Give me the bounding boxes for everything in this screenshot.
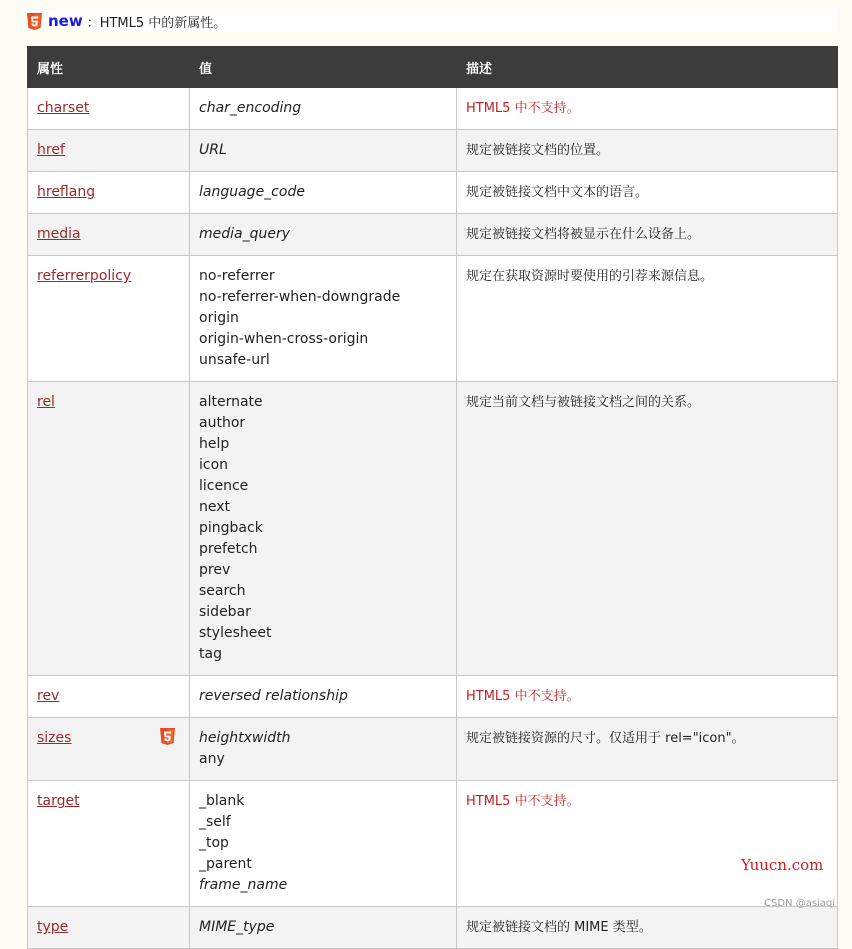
attribute-link-charset[interactable]: charset: [37, 100, 90, 116]
attribute-cell: [28, 88, 190, 130]
table-row: [28, 781, 838, 907]
value-cell: [190, 718, 457, 781]
new-note-text: ：HTML5 中的新属性。: [86, 15, 227, 31]
table-row: [28, 676, 838, 718]
table-header-row: [28, 47, 838, 88]
description-cell: 规定被链接文档中文本的语言。: [457, 172, 838, 214]
csdn-watermark: CSDN @asiaqi: [764, 898, 836, 909]
value-cell: [190, 88, 457, 130]
attribute-cell: [28, 172, 190, 214]
value-cell: [190, 256, 457, 382]
value-item: no-referrer: [199, 268, 275, 284]
value-item: origin: [199, 310, 239, 326]
value-item: search: [199, 583, 246, 599]
attribute-link-href[interactable]: href: [37, 142, 65, 158]
html5-icon: [27, 13, 42, 30]
value-item: char_encoding: [199, 100, 302, 116]
value-item: _self: [199, 814, 231, 830]
description-cell: HTML5 中不支持。: [457, 88, 838, 130]
attribute-link-referrerpolicy[interactable]: referrerpolicy: [37, 268, 132, 284]
attribute-cell: [28, 256, 190, 382]
value-item: any: [199, 751, 225, 767]
table-row: [28, 382, 838, 676]
new-label: new: [48, 12, 83, 30]
table-row: [28, 172, 838, 214]
value-cell: [190, 907, 457, 949]
value-item: heightxwidth: [199, 730, 291, 746]
description-cell: 规定被链接文档的 MIME 类型。: [457, 907, 838, 949]
value-item: help: [199, 436, 230, 452]
value-item: icon: [199, 457, 229, 473]
value-cell: [190, 781, 457, 907]
column-header-value: 值: [190, 47, 457, 88]
attribute-link-rel[interactable]: rel: [37, 394, 55, 410]
value-item: frame_name: [199, 877, 288, 893]
value-item: _blank: [199, 793, 245, 809]
value-item: licence: [199, 478, 249, 494]
description-cell: HTML5 中不支持。: [457, 676, 838, 718]
description-cell: 规定在获取资源时要使用的引荐来源信息。: [457, 256, 838, 382]
attribute-link-target[interactable]: target: [37, 793, 80, 809]
description-cell: 规定被链接资源的尺寸。仅适用于 rel="icon"。: [457, 718, 838, 781]
html5-new-note: [27, 10, 837, 32]
attribute-link-rev[interactable]: rev: [37, 688, 60, 704]
value-cell: [190, 172, 457, 214]
value-cell: [190, 382, 457, 676]
value-item: reversed relationship: [199, 688, 348, 704]
site-watermark: Yuucn.com: [741, 856, 824, 874]
attribute-link-hreflang[interactable]: hreflang: [37, 184, 96, 200]
value-cell: [190, 130, 457, 172]
value-item: stylesheet: [199, 625, 272, 641]
value-item: alternate: [199, 394, 263, 410]
value-item: prev: [199, 562, 231, 578]
table-row: [28, 130, 838, 172]
value-item: URL: [199, 142, 227, 158]
value-item: prefetch: [199, 541, 258, 557]
html5-icon: [160, 728, 175, 745]
attribute-cell: [28, 130, 190, 172]
description-cell: 规定被链接文档将被显示在什么设备上。: [457, 214, 838, 256]
description-cell: HTML5 中不支持。: [457, 781, 838, 907]
value-item: no-referrer-when-downgrade: [199, 289, 401, 305]
table-row: [28, 88, 838, 130]
value-cell: [190, 676, 457, 718]
value-item: author: [199, 415, 246, 431]
column-header-description: 描述: [457, 47, 838, 88]
value-item: language_code: [199, 184, 305, 200]
table-row: [28, 214, 838, 256]
value-item: tag: [199, 646, 222, 662]
value-item: sidebar: [199, 604, 251, 620]
value-item: MIME_type: [199, 919, 275, 935]
attribute-link-type[interactable]: type: [37, 919, 69, 935]
table-row: [28, 256, 838, 382]
value-item: origin-when-cross-origin: [199, 331, 369, 347]
value-item: next: [199, 499, 231, 515]
value-cell: [190, 214, 457, 256]
description-cell: 规定当前文档与被链接文档之间的关系。: [457, 382, 838, 676]
attribute-cell: [28, 382, 190, 676]
attribute-cell: [28, 214, 190, 256]
attributes-table: [27, 46, 838, 949]
value-item: unsafe-url: [199, 352, 270, 368]
table-row: [28, 907, 838, 949]
column-header-attribute: 属性: [28, 47, 190, 88]
attribute-link-sizes[interactable]: sizes: [37, 730, 72, 746]
value-item: pingback: [199, 520, 263, 536]
attribute-cell: [28, 718, 190, 781]
value-item: _parent: [199, 856, 252, 872]
attribute-cell: [28, 676, 190, 718]
attribute-cell: [28, 781, 190, 907]
value-item: _top: [199, 835, 229, 851]
table-row: [28, 718, 838, 781]
description-cell: 规定被链接文档的位置。: [457, 130, 838, 172]
attribute-cell: [28, 907, 190, 949]
value-item: media_query: [199, 226, 291, 242]
attribute-link-media[interactable]: media: [37, 226, 81, 242]
